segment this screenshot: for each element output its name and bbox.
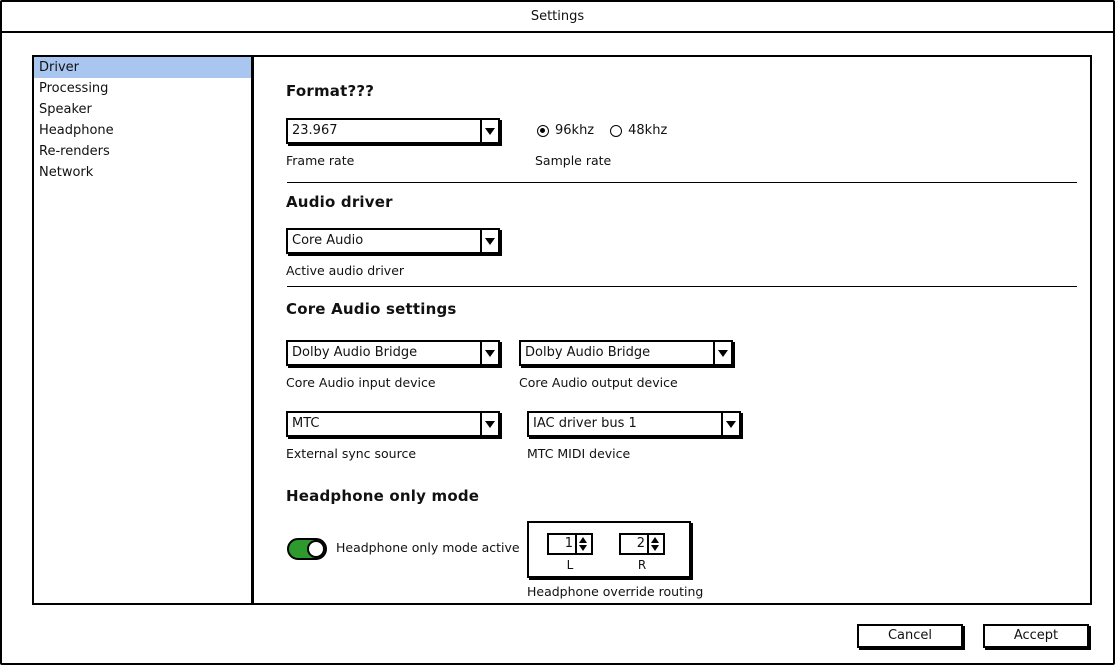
routing-right-value: 2 [636,536,645,551]
core-audio-input-select[interactable] [286,340,500,366]
input-device-value: Dolby Audio Bridge [292,345,418,360]
sample-rate-option-label: 48khz [628,123,668,138]
sample-rate-option-label: 96khz [555,123,595,138]
stepper-arrows-icon[interactable] [575,535,591,553]
sidebar-item-re-renders[interactable]: Re-renders [39,144,110,159]
settings-panel [252,55,1092,605]
format-section-title: Format??? [286,82,375,100]
mtc-midi-device-select[interactable] [527,411,741,437]
chevron-down-icon [480,230,498,252]
accept-button[interactable]: Accept [983,624,1089,648]
stepper-arrows-icon[interactable] [647,535,663,553]
sample-rate-option-48khz[interactable] [610,123,667,138]
audio-driver-label: Active audio driver [286,263,405,278]
chevron-down-icon [713,342,731,364]
chevron-down-icon [480,413,498,435]
headphone-routing-label: Headphone override routing [527,584,704,599]
frame-rate-label: Frame rate [286,153,355,168]
audio-driver-value: Core Audio [292,233,364,248]
divider [287,182,1077,183]
sync-source-value: MTC [292,416,320,431]
sidebar [32,55,253,605]
radio-unchecked-icon[interactable] [610,125,622,137]
sidebar-item-speaker[interactable]: Speaker [39,102,92,117]
headphone-routing-box [527,521,691,578]
cancel-button[interactable]: Cancel [857,624,963,648]
sidebar-item-network[interactable]: Network [39,165,94,180]
divider [287,286,1077,287]
frame-rate-select[interactable] [286,118,500,144]
chevron-down-icon [721,413,739,435]
core-audio-section-title: Core Audio settings [286,300,457,318]
sync-source-label: External sync source [286,446,417,461]
audio-driver-section-title: Audio driver [286,193,393,211]
mtc-midi-device-value: IAC driver bus 1 [533,416,637,431]
headphone-mode-toggle-label: Headphone only mode active [336,540,520,555]
routing-right-label: R [637,558,647,572]
output-device-value: Dolby Audio Bridge [525,345,651,360]
headphone-mode-toggle[interactable] [287,538,327,560]
window-title: Settings [2,2,1113,33]
frame-rate-value: 23.967 [292,123,338,138]
audio-driver-select[interactable] [286,228,500,254]
sidebar-item-processing[interactable]: Processing [39,81,109,96]
sidebar-item-driver[interactable]: Driver [34,57,251,78]
sync-source-select[interactable] [286,411,500,437]
chevron-down-icon [480,120,498,142]
sample-rate-label: Sample rate [535,153,612,168]
routing-left-value: 1 [564,536,573,551]
routing-left-label: L [566,558,574,572]
mtc-midi-device-label: MTC MIDI device [527,446,631,461]
chevron-down-icon [480,342,498,364]
core-audio-output-select[interactable] [519,340,733,366]
radio-checked-icon[interactable] [537,125,549,137]
routing-left-stepper[interactable] [547,533,593,555]
toggle-knob [307,540,325,558]
output-device-label: Core Audio output device [519,375,678,390]
sidebar-item-headphone[interactable]: Headphone [39,123,114,138]
headphone-mode-section-title: Headphone only mode [286,487,480,505]
sample-rate-option-96khz[interactable] [537,123,594,138]
input-device-label: Core Audio input device [286,375,436,390]
sample-rate-radio-group [537,123,677,138]
routing-right-stepper[interactable] [619,533,665,555]
